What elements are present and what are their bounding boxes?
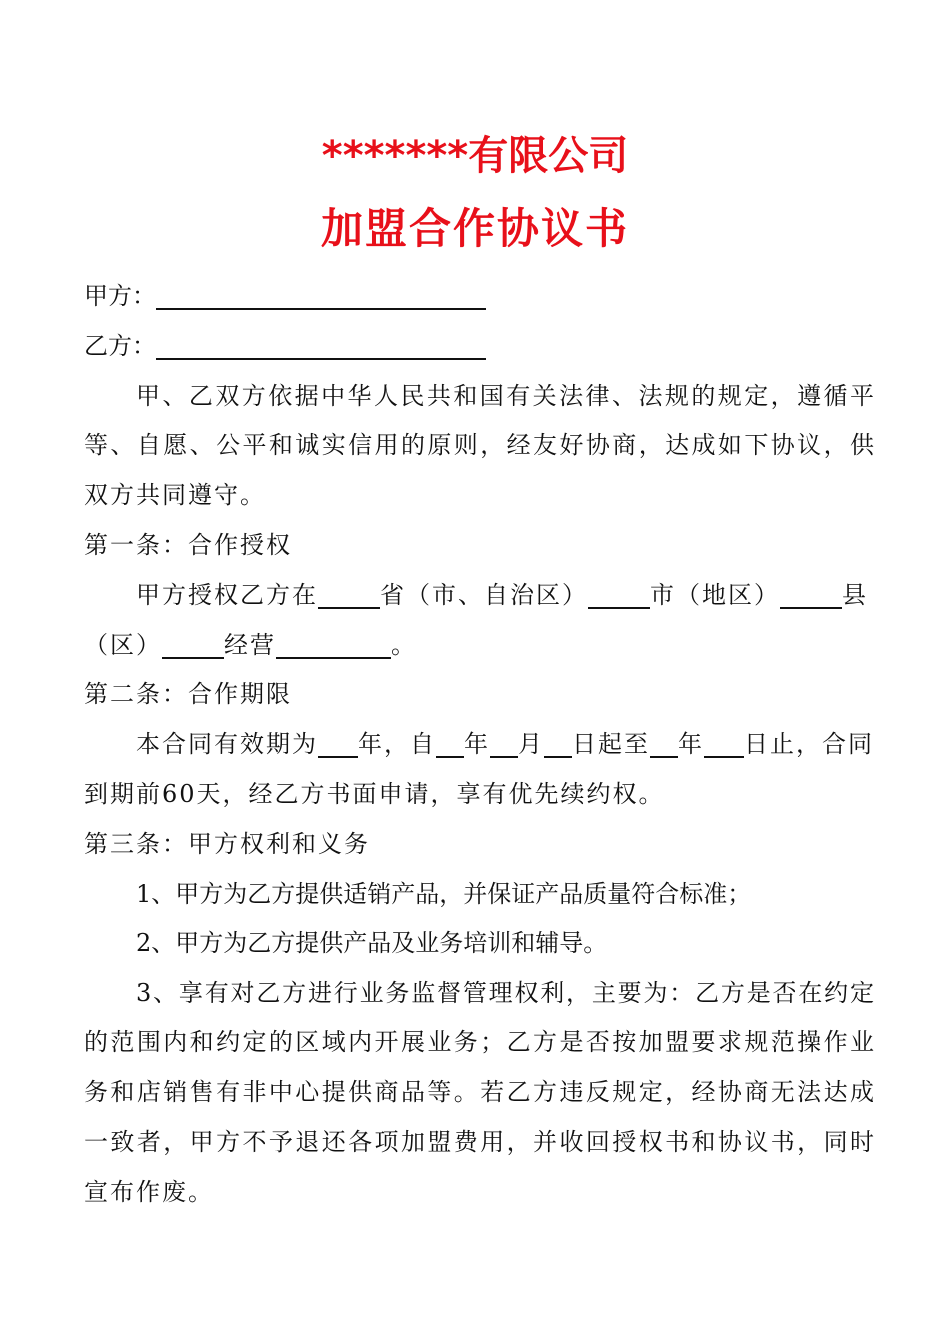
article-3-item-1: 1、甲方为乙方提供适销产品，并保证产品质量符合标准；: [136, 880, 752, 908]
start-day-blank: [544, 732, 572, 758]
article-1-text-b: 省（市、自治区）: [380, 581, 588, 609]
article-2-text-a: 本合同有效期为: [136, 730, 318, 758]
article-3-item-3-line-1: 3、享有对乙方进行业务监督管理权利，主要为：乙方是否在约定: [136, 979, 874, 1007]
party-a-label: 甲方：: [84, 282, 156, 310]
party-b-blank: [156, 334, 486, 360]
article-2-text-f: 年: [678, 730, 704, 758]
party-b-label: 乙方：: [84, 332, 156, 360]
article-2-line-2: 到期前60天，经乙方书面申请，享有优先续约权。: [84, 780, 665, 808]
business-scope-blank: [276, 633, 391, 659]
document-title-agreement: 加盟合作协议书: [320, 204, 629, 253]
intro-line-2: 等、自愿、公平和诚实信用的原则，经友好协商，达成如下协议，供: [84, 431, 874, 459]
article-2-text-e: 日起至: [572, 730, 650, 758]
start-year-blank: [436, 732, 464, 758]
article-1-line-2: [84, 627, 874, 663]
end-day-blank: [704, 732, 744, 758]
party-a-blank: [156, 284, 486, 310]
party-b-line: [84, 328, 874, 364]
province-blank: [318, 583, 380, 609]
end-year-blank: [650, 732, 678, 758]
article-1-text-f: 经营: [224, 631, 276, 659]
article-3-item-2: 2、甲方为乙方提供产品及业务培训和辅导。: [136, 929, 608, 957]
article-1-text-e: （区）: [84, 631, 162, 659]
article-1-heading: 第一条：合作授权: [84, 531, 292, 559]
document-title-company: *******有限公司: [321, 133, 629, 179]
county-blank: [780, 583, 842, 609]
article-2-line-1: [136, 726, 874, 762]
intro-line-3: 双方共同遵守。: [84, 481, 266, 509]
article-1-line-1: [136, 577, 874, 613]
term-years-blank: [318, 732, 358, 758]
article-2-text-c: 年: [464, 730, 490, 758]
article-2-text-b: 年，自: [358, 730, 436, 758]
article-3-heading: 第三条：甲方权利和义务: [84, 830, 370, 858]
article-1-text-d: 县: [842, 581, 868, 609]
article-2-text-g: 日止，合同: [744, 730, 874, 758]
article-2-text-d: 月: [518, 730, 544, 758]
article-3-item-3-line-3: 务和店销售有非中心提供商品等。若乙方违反规定，经协商无法达成: [84, 1078, 874, 1106]
article-1-text-g: 。: [391, 631, 417, 659]
article-3-item-3-line-2: 的范围内和约定的区域内开展业务；乙方是否按加盟要求规范操作业: [84, 1028, 874, 1056]
start-month-blank: [490, 732, 518, 758]
article-2-heading: 第二条：合作期限: [84, 680, 292, 708]
article-1-text-c: 市（地区）: [650, 581, 780, 609]
article-3-item-3-line-5: 宣布作废。: [84, 1178, 214, 1206]
article-1-text-a: 甲方授权乙方在: [136, 581, 318, 609]
district-blank: [162, 633, 224, 659]
city-blank: [588, 583, 650, 609]
article-3-item-3-line-4: 一致者，甲方不予退还各项加盟费用，并收回授权书和协议书，同时: [84, 1128, 874, 1156]
party-a-line: [84, 278, 874, 314]
intro-line-1: 甲、乙双方依据中华人民共和国有关法律、法规的规定，遵循平: [136, 382, 874, 410]
